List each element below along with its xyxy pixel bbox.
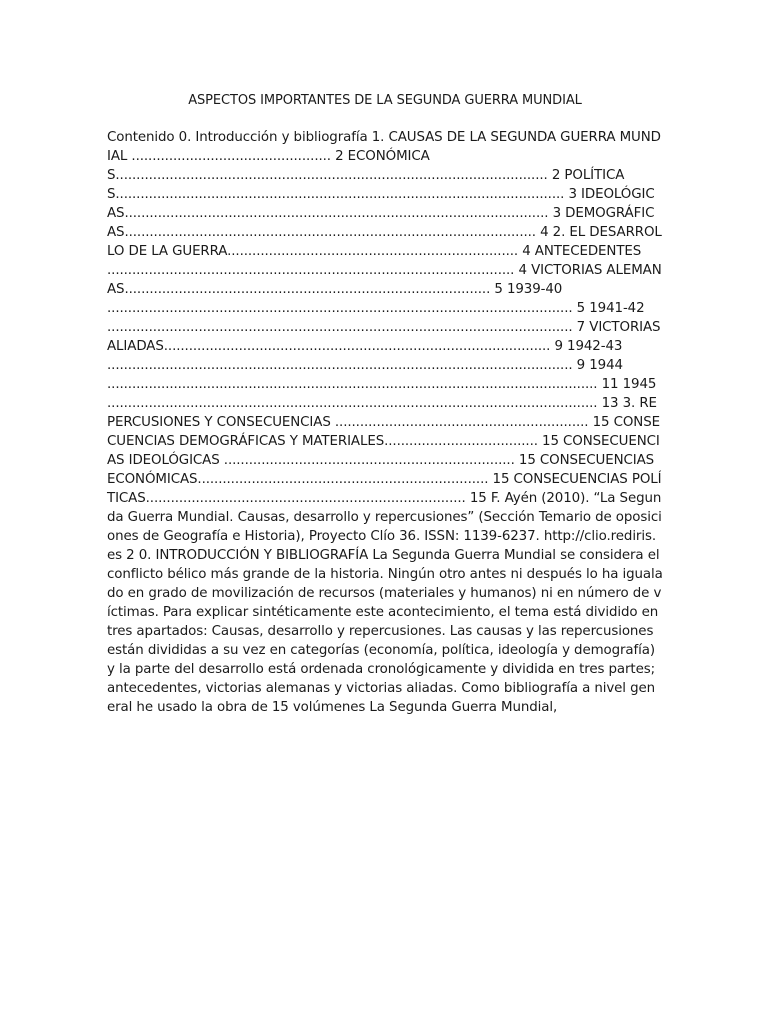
document-title: ASPECTOS IMPORTANTES DE LA SEGUNDA GUERRA MUNDIAL bbox=[188, 93, 582, 108]
document-body-text: Contenido 0. Introducción y bibliografía 1. CAUSAS DE LA SEGUNDA GUERRA MUNDIAL ................................................ 2 ECONÓMICAS........................................................................................................ 2 POLÍTICAS............................................................................................................ 3 IDEOLÓGICAS...................................................................................................... 3 DEMOGRÁFICAS................................................................................................... 4 2. EL DESARROLLO DE LA GUERRA...................................................................... 4 ANTECEDENTES .................................................................................................. 4 VICTORIAS ALEMANAS........................................................................................ 5 1939-40 ................................................................................................................ 5 1941-42 ................................................................................................................ 7 VICTORIAS ALIADAS............................................................................................. 9 1942-43 ................................................................................................................ 9 1944 ...................................................................................................................... 11 1945 ...................................................................................................................... 13 3. REPERCUSIONES Y CONSECUENCIAS ............................................................. 15 CONSECUENCIAS DEMOGRÁFICAS Y MATERIALES..................................... 15 CONSECUENCIAS IDEOLÓGICAS ...................................................................... 15 CONSECUENCIAS ECONÓMICAS...................................................................... 15 CONSECUENCIAS POLÍTICAS............................................................................. 15 F. Ayén (2010). “La Segunda Guerra Mundial. Causas, desarrollo y repercusiones” (Sección Temario de oposiciones de Geografía e Historia), Proyecto Clío 36. ISSN: 1139-6237. http://clio.rediris.es 2 0. INTRODUCCIÓN Y BIBLIOGRAFÍA La Segunda Guerra Mundial se considera el conflicto bélico más grande de la historia. Ningún otro antes ni después lo ha igualado en grado de movilización de recursos (materiales y humanos) ni en número de víctimas. Para explicar sintéticamente este acontecimiento, el tema está dividido en tres apartados: Causas, desarrollo y repercusiones. Las causas y las repercusiones están divididas a su vez en categorías (economía, política, ideología y demografía) y la parte del desarrollo está ordenada cronológicamente y dividida en tres partes; antecedentes, victorias alemanas y victorias aliadas. Como bibliografía a nivel general he usado la obra de 15 volúmenes La Segunda Guerra Mundial, bbox=[107, 130, 665, 715]
document-page bbox=[107, 91, 663, 717]
